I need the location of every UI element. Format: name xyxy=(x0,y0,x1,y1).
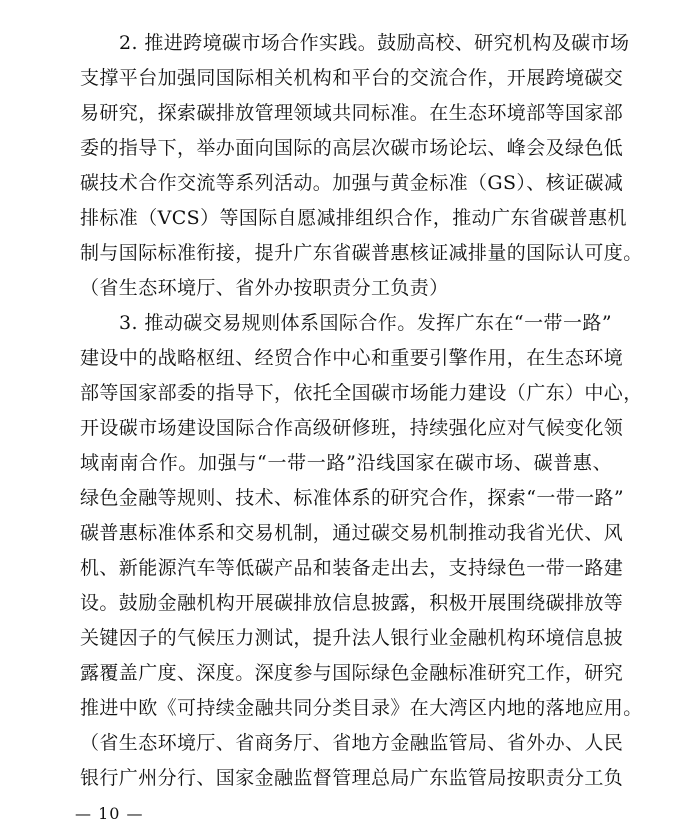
section-3-line-14: 银行广州分行、国家金融监督管理总局广东监管局按职责分工负 xyxy=(80,767,624,789)
section-3-line-8: 机、新能源汽车等低碳产品和装备走出去，支持绿色一带一路建 xyxy=(80,557,624,579)
section-3-line-10: 关键因子的气候压力测试，提升法人银行业金融机构环境信息披 xyxy=(80,627,624,649)
page-number: — 10 — xyxy=(75,804,144,823)
section-2-line-5: 碳技术合作交流等系列活动。加强与黄金标准（GS）、核证碳减 xyxy=(80,172,624,194)
section-3-line-9: 设。鼓励金融机构开展碳排放信息披露，积极开展围绕碳排放等 xyxy=(80,592,624,614)
section-2-line-1: 2. 推进跨境碳市场合作实践。鼓励高校、研究机构及碳市场 xyxy=(119,32,630,54)
section-2-line-4: 委的指导下，举办面向国际的高层次碳市场论坛、峰会及绿色低 xyxy=(80,137,624,159)
section-2-line-6: 排标准（VCS）等国际自愿减排组织合作，推动广东省碳普惠机 xyxy=(80,207,627,229)
section-3-line-2: 建设中的战略枢纽、经贸合作中心和重要引擎作用，在生态环境 xyxy=(80,347,624,369)
section-3-line-4: 开设碳市场建设国际合作高级研修班，持续强化应对气候变化领 xyxy=(80,417,624,439)
section-3-line-12: 推进中欧《可持续金融共同分类目录》在大湾区内地的落地应用。 xyxy=(80,697,643,719)
section-3-line-3: 部等国家部委的指导下，依托全国碳市场能力建设（广东）中心， xyxy=(80,382,643,404)
section-2-line-7: 制与国际标准衔接，提升广东省碳普惠核证减排量的国际认可度。 xyxy=(80,242,643,264)
section-2-line-2: 支撑平台加强同国际相关机构和平台的交流合作，开展跨境碳交 xyxy=(80,67,624,89)
section-2-line-3: 易研究，探索碳排放管理领域共同标准。在生态环境部等国家部 xyxy=(80,102,624,124)
section-3-line-5: 域南南合作。加强与“一带一路”沿线国家在碳市场、碳普惠、 xyxy=(80,452,612,474)
section-3-line-11: 露覆盖广度、深度。深度参与国际绿色金融标准研究工作，研究 xyxy=(80,662,624,684)
section-3-line-1: 3. 推动碳交易规则体系国际合作。发挥广东在“一带一路” xyxy=(119,312,612,334)
section-3-line-6: 绿色金融等规则、技术、标准体系的研究合作，探索“一带一路” xyxy=(80,487,625,509)
section-3-line-13: （省生态环境厅、省商务厅、省地方金融监管局、省外办、人民 xyxy=(80,732,624,754)
section-2-line-8: （省生态环境厅、省外办按职责分工负责） xyxy=(80,277,449,299)
section-3-line-7: 碳普惠标准体系和交易机制，通过碳交易机制推动我省光伏、风 xyxy=(80,522,624,544)
